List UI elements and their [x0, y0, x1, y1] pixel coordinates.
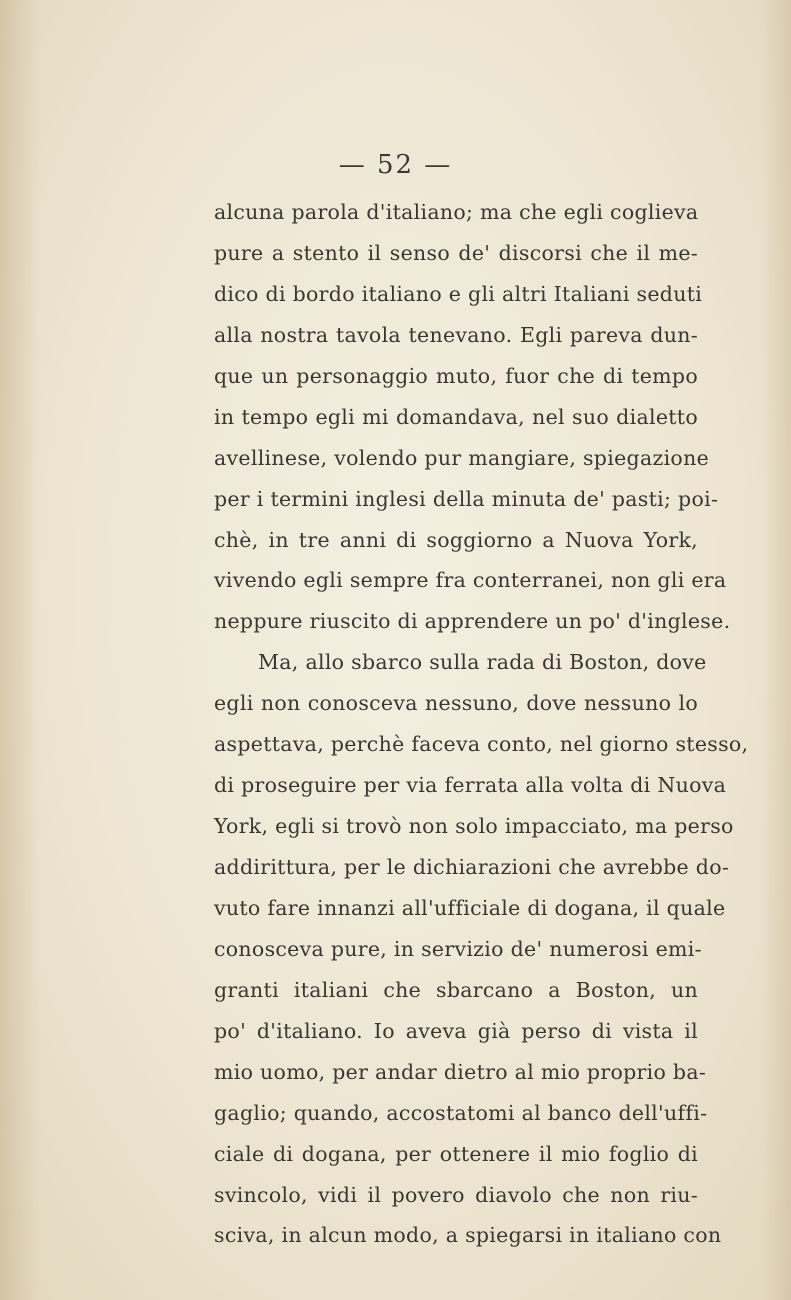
- text-line: dico di bordo italiano e gli altri Italiani seduti: [214, 281, 703, 306]
- text-line: egli non conosceva nessuno, dove nessuno lo: [214, 691, 698, 716]
- text-line: Ma, allo sbarco sulla rada di Boston, dove: [258, 650, 707, 675]
- page-edge-shadow-right: [761, 0, 791, 1300]
- text-line: neppure riuscito di apprendere un po' d'inglese.: [214, 609, 731, 634]
- text-line: que un personaggio muto, fuor che di tempo: [214, 363, 698, 388]
- text-line: gaglio; quando, accostatomi al banco dell'uffi-: [214, 1100, 708, 1125]
- text-line: aspettava, perchè faceva conto, nel giorno stesso,: [214, 732, 749, 757]
- body-text: [214, 192, 749, 1256]
- text-line: avellinese, volendo pur mangiare, spiegazione: [214, 445, 709, 470]
- text-line: svincolo, vidi il povero diavolo che non riu-: [214, 1182, 698, 1207]
- text-line: ciale di dogana, per ottenere il mio foglio di: [214, 1141, 698, 1166]
- text-line: alla nostra tavola tenevano. Egli pareva dun-: [214, 322, 698, 347]
- page-number: — 52 —: [338, 150, 453, 180]
- text-line: in tempo egli mi domandava, nel suo dialetto: [214, 404, 698, 429]
- text-line: alcuna parola d'italiano; ma che egli coglieva: [214, 200, 699, 224]
- text-line: vivendo egli sempre fra conterranei, non gli era: [214, 568, 727, 593]
- text-line: granti italiani che sbarcano a Boston, un: [214, 977, 698, 1002]
- text-line: addirittura, per le dichiarazioni che avrebbe do-: [214, 855, 730, 879]
- text-line: conosceva pure, in servizio de' numerosi emi-: [214, 936, 702, 961]
- text-line: chè, in tre anni di soggiorno a Nuova York,: [214, 527, 698, 552]
- text-line: pure a stento il senso de' discorsi che il me-: [214, 240, 698, 265]
- text-line: per i termini inglesi della minuta de' pasti; poi-: [214, 486, 719, 511]
- text-line: mio uomo, per andar dietro al mio proprio ba-: [214, 1059, 707, 1084]
- page-edge-shadow-left: [0, 0, 40, 1300]
- text-line: vuto fare innanzi all'ufficiale di dogana, il quale: [214, 895, 726, 920]
- text-line: York, egli si trovò non solo impacciato, ma perso: [214, 814, 734, 839]
- text-line: di proseguire per via ferrata alla volta di Nuova: [214, 773, 727, 798]
- text-line: sciva, in alcun modo, a spiegarsi in italiano con: [214, 1223, 722, 1248]
- text-line: po' d'italiano. Io aveva già perso di vista il: [214, 1018, 698, 1043]
